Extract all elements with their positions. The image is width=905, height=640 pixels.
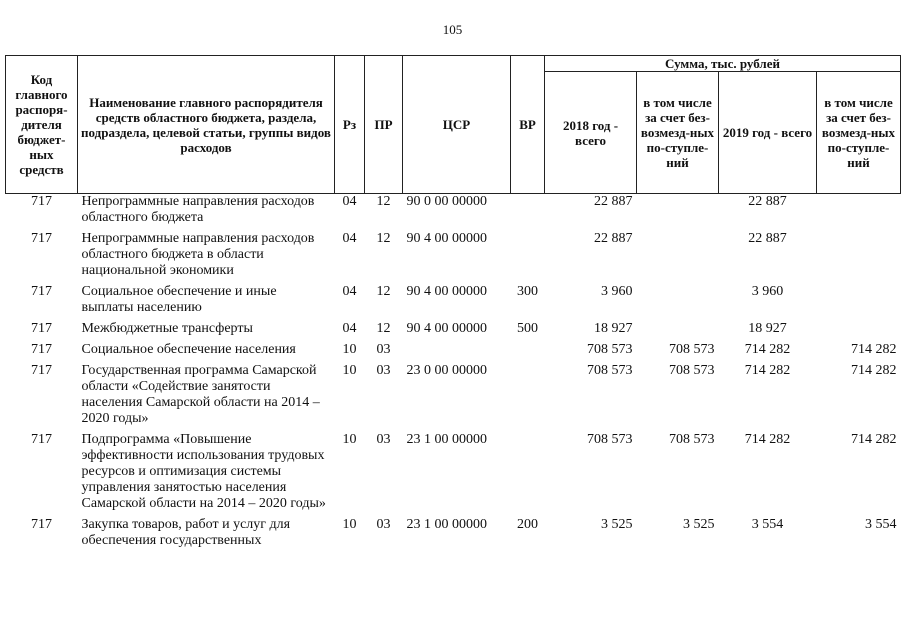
row-code: 717	[31, 231, 52, 246]
row-grants-2018: 708 573	[669, 432, 715, 447]
row-name: Непрограммные направления расходов областного бюджета в области национальной экономики	[81, 231, 315, 278]
header-2019-total: 2019 год - всего	[719, 72, 817, 194]
header-2018-total: 2018 год - всего	[545, 72, 637, 194]
row-name: Межбюджетные трансферты	[81, 321, 253, 336]
table-row	[6, 432, 901, 517]
row-grants-2018	[637, 194, 719, 232]
header-sum: Сумма, тыс. рублей	[545, 56, 901, 72]
table-row	[6, 342, 901, 363]
row-code: 717	[31, 342, 52, 357]
row-rz: 04	[342, 284, 357, 299]
row-name: Государственная программа Самарской области «Содействие занятости населения Самарской области на 2014 – 2020 годы»	[81, 363, 320, 426]
budget-table	[5, 55, 901, 554]
row-rz: 04	[342, 321, 357, 336]
row-sum-2019: 714 282	[744, 363, 791, 378]
row-grants-2019: 3 554	[865, 517, 897, 532]
table-header	[6, 56, 901, 194]
row-pr: 12	[376, 194, 391, 209]
row-grants-2019	[817, 194, 901, 232]
row-csr: 90 0 00 00000	[406, 194, 487, 209]
row-grants-2019: 714 282	[851, 432, 897, 447]
row-sum-2019: 714 282	[744, 342, 791, 357]
row-grants-2018: 3 525	[683, 517, 715, 532]
row-name: Закупка товаров, работ и услуг для обеспечения государственных	[81, 517, 291, 548]
row-name: Подпрограмма «Повышение эффективности использования трудовых ресурсов и оптимизация системы управления занятостью населения Самарской области на 2014 – 2020 годы»	[81, 432, 326, 511]
row-name: Непрограммные направления расходов областного бюджета	[81, 194, 315, 225]
row-grants-2019	[817, 321, 901, 342]
row-sum-2018: 708 573	[587, 342, 633, 357]
row-rz: 10	[342, 517, 357, 532]
row-grants-2018	[637, 284, 719, 321]
row-csr: 23 1 00 00000	[406, 432, 487, 447]
row-csr: 90 4 00 00000	[406, 231, 487, 246]
row-sum-2018: 3 960	[601, 284, 633, 299]
row-vr: 300	[517, 284, 538, 299]
row-grants-2018: 708 573	[669, 363, 715, 378]
row-rz: 10	[342, 363, 357, 378]
table-row	[6, 363, 901, 432]
row-sum-2018: 22 887	[594, 194, 633, 209]
row-csr: 90 4 00 00000	[406, 284, 487, 299]
row-sum-2019: 22 887	[748, 194, 787, 209]
row-sum-2019: 18 927	[748, 321, 787, 336]
row-code: 717	[31, 321, 52, 336]
header-pr: ПР	[365, 56, 403, 194]
header-2019-grants: в том числе за счет без-возмезд-ных по-ступле-ний	[817, 72, 901, 194]
row-sum-2018: 3 525	[601, 517, 633, 532]
row-name: Социальное обеспечение населения	[81, 342, 296, 357]
row-vr: 500	[517, 321, 538, 336]
header-code: Код главного распоря-дителя бюджет-ных средств	[6, 56, 78, 194]
row-sum-2018: 18 927	[594, 321, 633, 336]
row-pr: 03	[376, 432, 391, 447]
row-pr: 12	[376, 284, 391, 299]
row-pr: 03	[376, 363, 391, 378]
row-pr: 12	[376, 231, 391, 246]
row-vr	[511, 363, 545, 432]
row-sum-2019: 22 887	[748, 231, 787, 246]
row-code: 717	[31, 517, 52, 532]
row-code: 717	[31, 363, 52, 378]
row-vr	[511, 342, 545, 363]
row-sum-2018: 708 573	[587, 363, 633, 378]
row-vr: 200	[517, 517, 538, 532]
row-pr: 03	[376, 342, 391, 357]
row-grants-2019	[817, 231, 901, 284]
row-sum-2018: 22 887	[594, 231, 633, 246]
row-pr: 03	[376, 517, 391, 532]
row-rz: 04	[342, 194, 357, 209]
table-row	[6, 194, 901, 232]
header-vr: ВР	[511, 56, 545, 194]
page-number: 105	[442, 22, 463, 37]
table-row	[6, 517, 901, 554]
row-grants-2019	[817, 284, 901, 321]
row-grants-2018	[637, 231, 719, 284]
table-row	[6, 231, 901, 284]
row-pr: 12	[376, 321, 391, 336]
table-row	[6, 321, 901, 342]
row-sum-2019: 714 282	[744, 432, 791, 447]
row-code: 717	[31, 432, 52, 447]
row-rz: 10	[342, 342, 357, 357]
row-csr	[403, 342, 511, 363]
row-name: Социальное обеспечение и иные выплаты населению	[81, 284, 277, 315]
row-grants-2019: 714 282	[851, 342, 897, 357]
row-vr	[511, 231, 545, 284]
row-rz: 04	[342, 231, 357, 246]
header-name: Наименование главного распорядителя средств областного бюджета, раздела, подраздела, целевой статьи, группы видов расходов	[78, 56, 335, 194]
row-grants-2018: 708 573	[669, 342, 715, 357]
row-sum-2019: 3 960	[751, 284, 784, 299]
row-vr	[511, 194, 545, 232]
header-csr: ЦСР	[403, 56, 511, 194]
row-vr	[511, 432, 545, 517]
row-sum-2018: 708 573	[587, 432, 633, 447]
row-csr: 23 1 00 00000	[406, 517, 487, 532]
row-grants-2018	[637, 321, 719, 342]
row-csr: 23 0 00 00000	[406, 363, 487, 378]
table-row	[6, 284, 901, 321]
row-csr: 90 4 00 00000	[406, 321, 487, 336]
row-code: 717	[31, 194, 52, 209]
row-code: 717	[31, 284, 52, 299]
row-grants-2019: 714 282	[851, 363, 897, 378]
table-body	[6, 194, 901, 555]
header-rz: Рз	[335, 56, 365, 194]
row-sum-2019: 3 554	[751, 517, 784, 532]
header-2018-grants: в том числе за счет без-возмезд-ных по-ступле-ний	[637, 72, 719, 194]
row-rz: 10	[342, 432, 357, 447]
